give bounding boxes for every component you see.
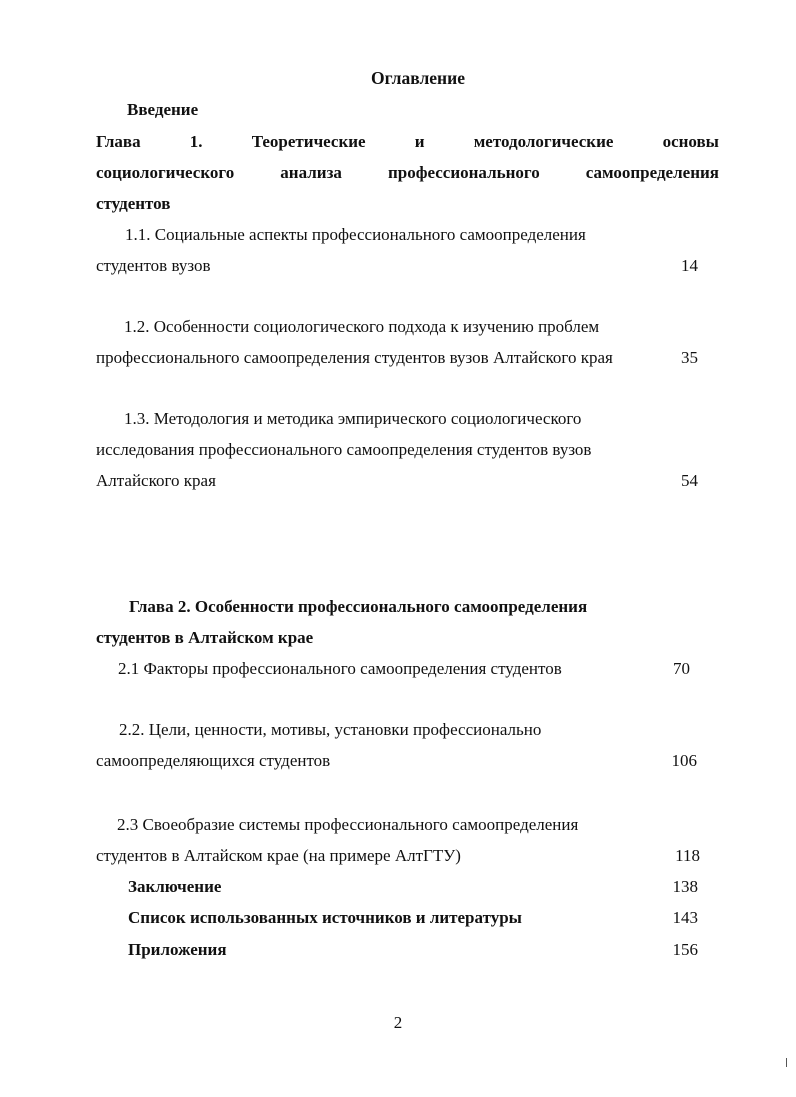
chapter1-title-line1: [96, 132, 719, 152]
section-1-2-page: 35: [681, 348, 698, 367]
chapter1-word: анализа: [280, 163, 342, 182]
chapter1-word: Теоретические: [251, 132, 366, 151]
references-page: 143: [672, 908, 698, 927]
chapter1-word: и: [414, 132, 425, 151]
section-1-3-line1: 1.3. Методология и методика эмпирического социологического: [124, 409, 582, 428]
section-2-2-line1: 2.2. Цели, ценности, мотивы, установки профессионально: [119, 720, 542, 739]
section-1-2-line2: профессионального самоопределения студентов вузов Алтайского края: [96, 348, 613, 367]
page-number: 2: [393, 1013, 403, 1032]
chapter1-title-line2: [96, 163, 719, 183]
references-label: Список использованных источников и литературы: [128, 908, 522, 927]
section-1-1-line1: 1.1. Социальные аспекты профессионального самоопределения: [125, 225, 586, 244]
chapter1-word: основы: [662, 132, 719, 151]
section-2-1-line1: 2.1 Факторы профессионального самоопределения студентов: [118, 659, 562, 678]
conclusion-label: Заключение: [128, 877, 222, 896]
section-2-2-page: 106: [671, 751, 697, 770]
toc-intro: Введение: [127, 100, 199, 119]
section-1-3-line2: исследования профессионального самоопределения студентов вузов: [96, 440, 592, 459]
section-1-3-line3: Алтайского края: [96, 471, 216, 490]
appendices-page: 156: [672, 940, 698, 959]
section-1-1-line2: студентов вузов: [96, 256, 211, 275]
section-2-3-line1: 2.3 Своеобразие системы профессионального самоопределения: [117, 815, 579, 834]
section-1-2-line1: 1.2. Особенности социологического подхода к изучению проблем: [124, 317, 600, 336]
chapter2-title-line2: студентов в Алтайском крае: [96, 628, 314, 647]
section-2-3-page: 118: [675, 846, 700, 865]
section-1-1-page: 14: [681, 256, 698, 275]
chapter1-word: 1.: [189, 132, 203, 151]
section-2-3-line2: студентов в Алтайском крае (на примере АлтГТУ): [96, 846, 461, 865]
section-2-2-line2: самоопределяющихся студентов: [96, 751, 331, 770]
chapter1-word: социологического: [96, 163, 235, 182]
chapter1-word: самоопределения: [585, 163, 719, 182]
appendices-label: Приложения: [128, 940, 227, 959]
chapter2-title-line1: Глава 2. Особенности профессионального самоопределения: [129, 597, 588, 616]
scan-mark: [786, 1058, 787, 1067]
chapter1-word: Глава: [96, 132, 141, 151]
conclusion-page: 138: [672, 877, 698, 896]
chapter1-word: методологические: [473, 132, 614, 151]
chapter1-word: профессионального: [387, 163, 540, 182]
section-2-1-page: 70: [673, 659, 690, 678]
toc-heading: Оглавление: [371, 68, 465, 88]
section-1-3-page: 54: [681, 471, 698, 490]
chapter1-title-line3: студентов: [96, 194, 171, 213]
